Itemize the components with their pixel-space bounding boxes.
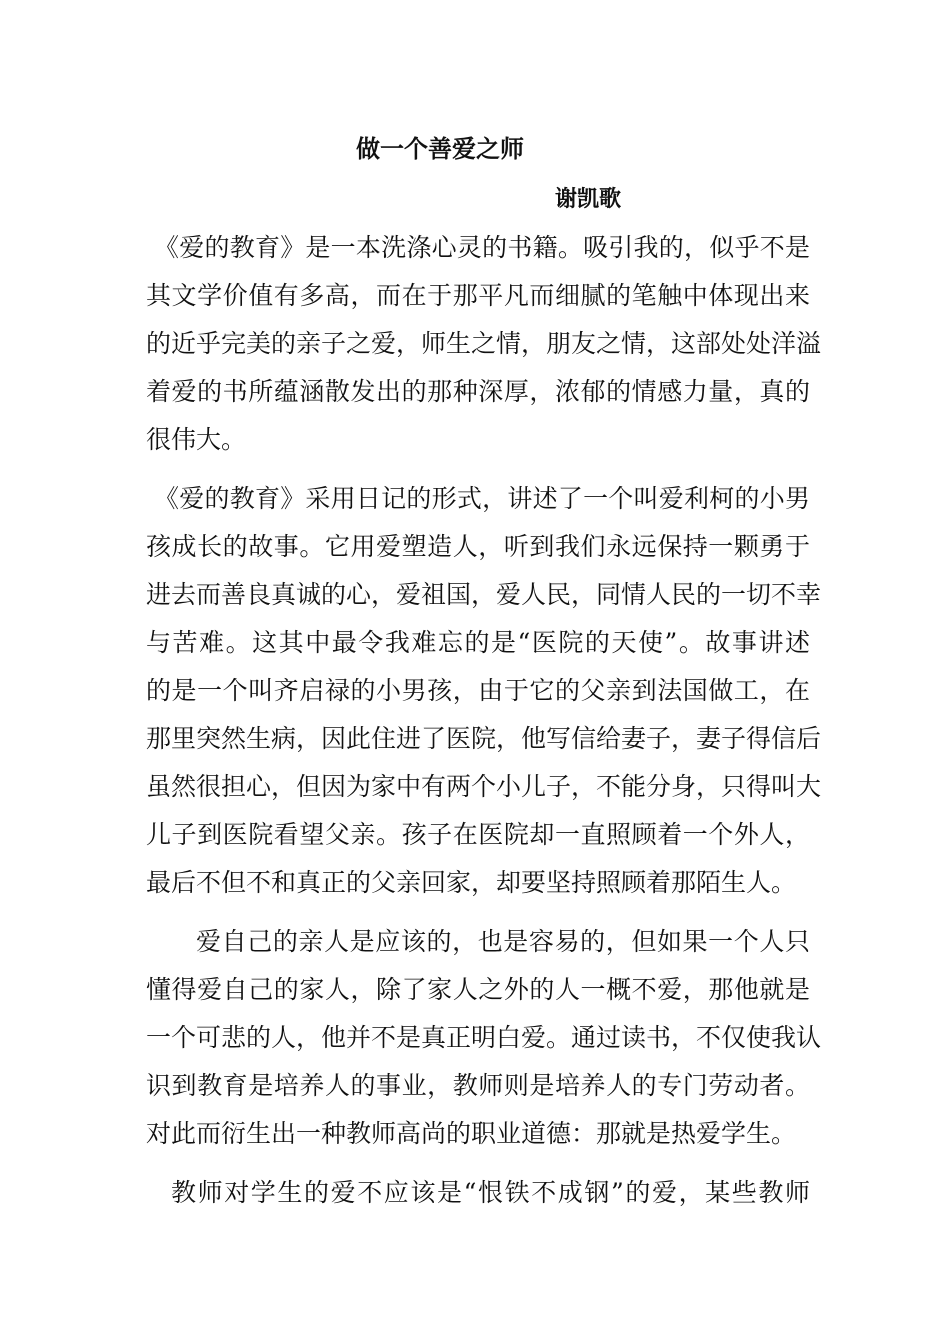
body-line: 那里突然生病，因此住进了医院，他写信给妻子，妻子得信后: [146, 724, 822, 753]
body-line: 其文学价值有多高，而在于那平凡而细腻的笔触中体现出来: [146, 281, 810, 310]
body-line: 与苦难。这其中最令我难忘的是“医院的天使”。故事讲述: [146, 628, 810, 657]
body-line: 虽然很担心，但因为家中有两个小儿子，不能分身，只得叫大: [146, 772, 822, 801]
body-line: 识到教育是培养人的事业，教师则是培养人的专门劳动者。: [146, 1071, 810, 1100]
document-author: 谢凯歌: [555, 187, 622, 212]
body-line: 进去而善良真诚的心，爱祖国，爱人民，同情人民的一切不幸: [146, 580, 822, 609]
body-line: 爱自己的亲人是应该的，也是容易的，但如果一个人只: [196, 927, 810, 956]
body-line: 一个可悲的人，他并不是真正明白爱。通过读书，不仅使我认: [146, 1023, 822, 1052]
document-body: [146, 224, 822, 1217]
body-line: 孩成长的故事。它用爱塑造人，听到我们永远保持一颗勇于: [146, 532, 810, 561]
body-line: 儿子到医院看望父亲。孩子在医院却一直照顾着一个外人，: [146, 820, 810, 849]
body-line: 着爱的书所蕴涵散发出的那种深厚，浓郁的情感力量，真的: [146, 377, 810, 406]
body-line: 的是一个叫齐启禄的小男孩，由于它的父亲到法国做工，在: [146, 676, 810, 705]
body-line: 很伟大。: [146, 425, 247, 454]
body-line: 《爱的教育》是一本洗涤心灵的书籍。吸引我的，似乎不是: [154, 233, 810, 262]
paragraph-gap: [146, 464, 810, 475]
body-line: 《爱的教育》采用日记的形式，讲述了一个叫爱利柯的小男: [154, 484, 810, 513]
body-line: 教师对学生的爱不应该是“恨铁不成钢”的爱，某些教师: [171, 1178, 810, 1207]
paragraph-gap: [146, 1158, 810, 1169]
body-line: 最后不但不和真正的父亲回家，却要坚持照顾着那陌生人。: [146, 868, 797, 897]
document-title: 做一个善爱之师: [356, 135, 524, 163]
body-line: 懂得爱自己的家人，除了家人之外的人一概不爱，那他就是: [146, 975, 810, 1004]
body-line: 的近乎完美的亲子之爱，师生之情，朋友之情，这部处处洋溢: [146, 329, 822, 358]
paragraph-gap: [146, 907, 810, 918]
body-line: 对此而衍生出一种教师高尚的职业道德：那就是热爱学生。: [146, 1119, 797, 1148]
